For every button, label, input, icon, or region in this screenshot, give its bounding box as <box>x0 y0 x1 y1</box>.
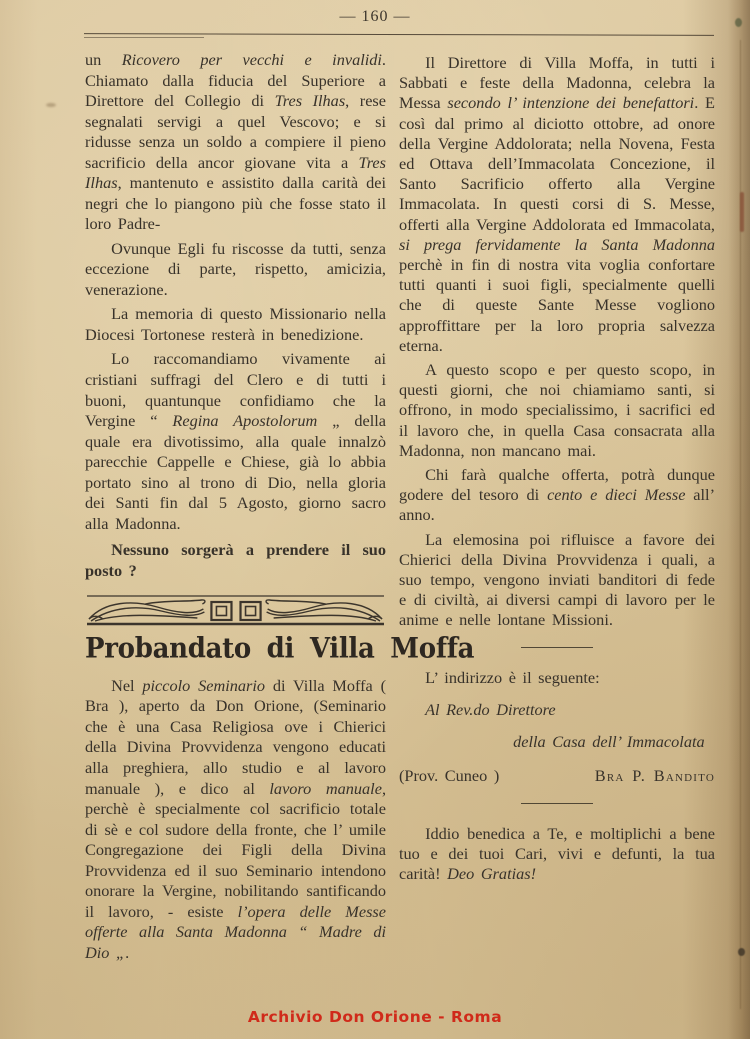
province-label: (Prov. Cuneo ) <box>399 766 500 786</box>
address-intro: L’ indirizzo è il seguente: <box>425 667 600 687</box>
paper-speck <box>738 948 745 956</box>
address-line: Al Rev.do Direttore <box>425 699 556 719</box>
header-rule <box>84 33 714 36</box>
page-edge-crease <box>740 40 741 1009</box>
section-rule <box>521 803 593 804</box>
paragraph: Ovunque Egli fu riscosse da tutti, senza eccezione di parte, rispetto, amicizia, venerazione. <box>85 238 386 299</box>
paragraph: Il Direttore di Villa Moffa, in tutti i Sabbati e feste della Madonna, celebra la Messa secondo l’ intenzione dei benefattori. E così dal primo al diciotto ottobre, ad onore della Vergine Addolorata; nella Novena, Festa ed Ottava dell’Immacolata Concezione, il Santo Sacrificio offerto alla Vergine Immacolata. In questi corsi di S. Messe, offerti alla Vergine Addolorata ed Immacolata, si prega fervidamente la Santa Madonna perchè in fin di nostra vita voglia confortare tutti quanti i suoi figli, specialmente quelli che di queste Sante Messe vogliono approffittare per la loro propria salvezza eterna. <box>399 53 716 355</box>
signature-label: Bra P. Bandito <box>594 766 715 786</box>
paragraph: Iddio benedica a Te, e moltiplichi a bene tuo e dei tuoi Cari, vivi e defunti, la tua carità! Deo Gratias! <box>399 823 715 883</box>
header-rule-fragment <box>84 37 204 38</box>
paragraph: A questo scopo e per questo scopo, in questi giorni, che noi chiamiamo santi, si offrono, in modo specialissimo, i sacrifici ed il lavoro che, in quella Casa consacrata alla Madonna, non mancano mai. <box>399 360 715 460</box>
paragraph: Lo raccomandiamo vivamente ai cristiani suffragi del Clero e di tutti i buoni, quantunque confidiamo che la Vergine “ Regina Apostolorum „ della quale era divotissimo, alla quale innalzò parecchie Cappelle e Chiese, già lo abbia portato sino al trono di Dio, nella gloria dei Santi fin dal 5 Agosto, giorno sacro alla Madonna. <box>85 349 386 533</box>
section-rule <box>521 647 593 648</box>
page-number: — 160 — <box>339 8 411 25</box>
address-row <box>399 766 715 786</box>
right-column <box>399 53 715 888</box>
ornament-divider <box>85 591 386 629</box>
archive-stamp: Archivio Don Orione - Roma <box>247 1008 503 1026</box>
paper-speck <box>735 18 742 27</box>
paper-speck <box>740 192 744 232</box>
paragraph: La memoria di questo Missionario nella Diocesi Tortonese resterà in benedizione. <box>85 304 386 344</box>
paragraph: La elemosina poi rifluisce a favore dei Chierici della Divina Provvidenza i quali, a suo tempo, vengono inviati banditori di fede e di civiltà, ai diversi campi di lavoro per le anime e nelle lontane Missioni. <box>399 529 715 630</box>
address-line: della Casa dell’ Immacolata <box>513 732 705 752</box>
paragraph: Nel piccolo Seminario di Villa Moffa ( Bra ), aperto da Don Orione, (Seminario che è una Casa Religiosa ove i Chierici della Divina Provvidenza vengono educati alla preghiera, allo studio e al lavoro manuale ), e dico al lavoro manuale, perchè è specialmente col sacrificio totale di sè e col sudore della fronte, che l’ umile Congregazione dei Figli della Divina Provvidenza ed il suo Seminario intendono onorare la Vergine, nobilitando santificando il lavoro, - esiste l’opera delle Messe offerte alla Santa Madonna “ Madre di Dio „. <box>85 675 387 962</box>
paragraph: un Ricovero per vecchi e invalidi. Chiamato dalla fiducia del Superiore a Direttore del Collegio di Tres Ilhas, rese segnalati servigi a quel Vescovo; e si ridusse senza un soldo a compiere il pieno sacrificio della ancor giovane vita a Tres Ilhas, mantenuto e assistito dalla carità dei negri che lo piangono più che fosse stato il loro Padre- <box>85 50 386 234</box>
paper-speck <box>46 103 56 107</box>
section-heading: Probandato di Villa Moffa <box>85 633 475 666</box>
paragraph-emphasis: Nessuno sorgerà a prendere il suo posto ? <box>85 540 386 580</box>
page-edge-shadow <box>728 0 750 1039</box>
paragraph: Chi farà qualche offerta, potrà dunque godere del tesoro di cento e dieci Messe all’ anno. <box>399 465 716 525</box>
